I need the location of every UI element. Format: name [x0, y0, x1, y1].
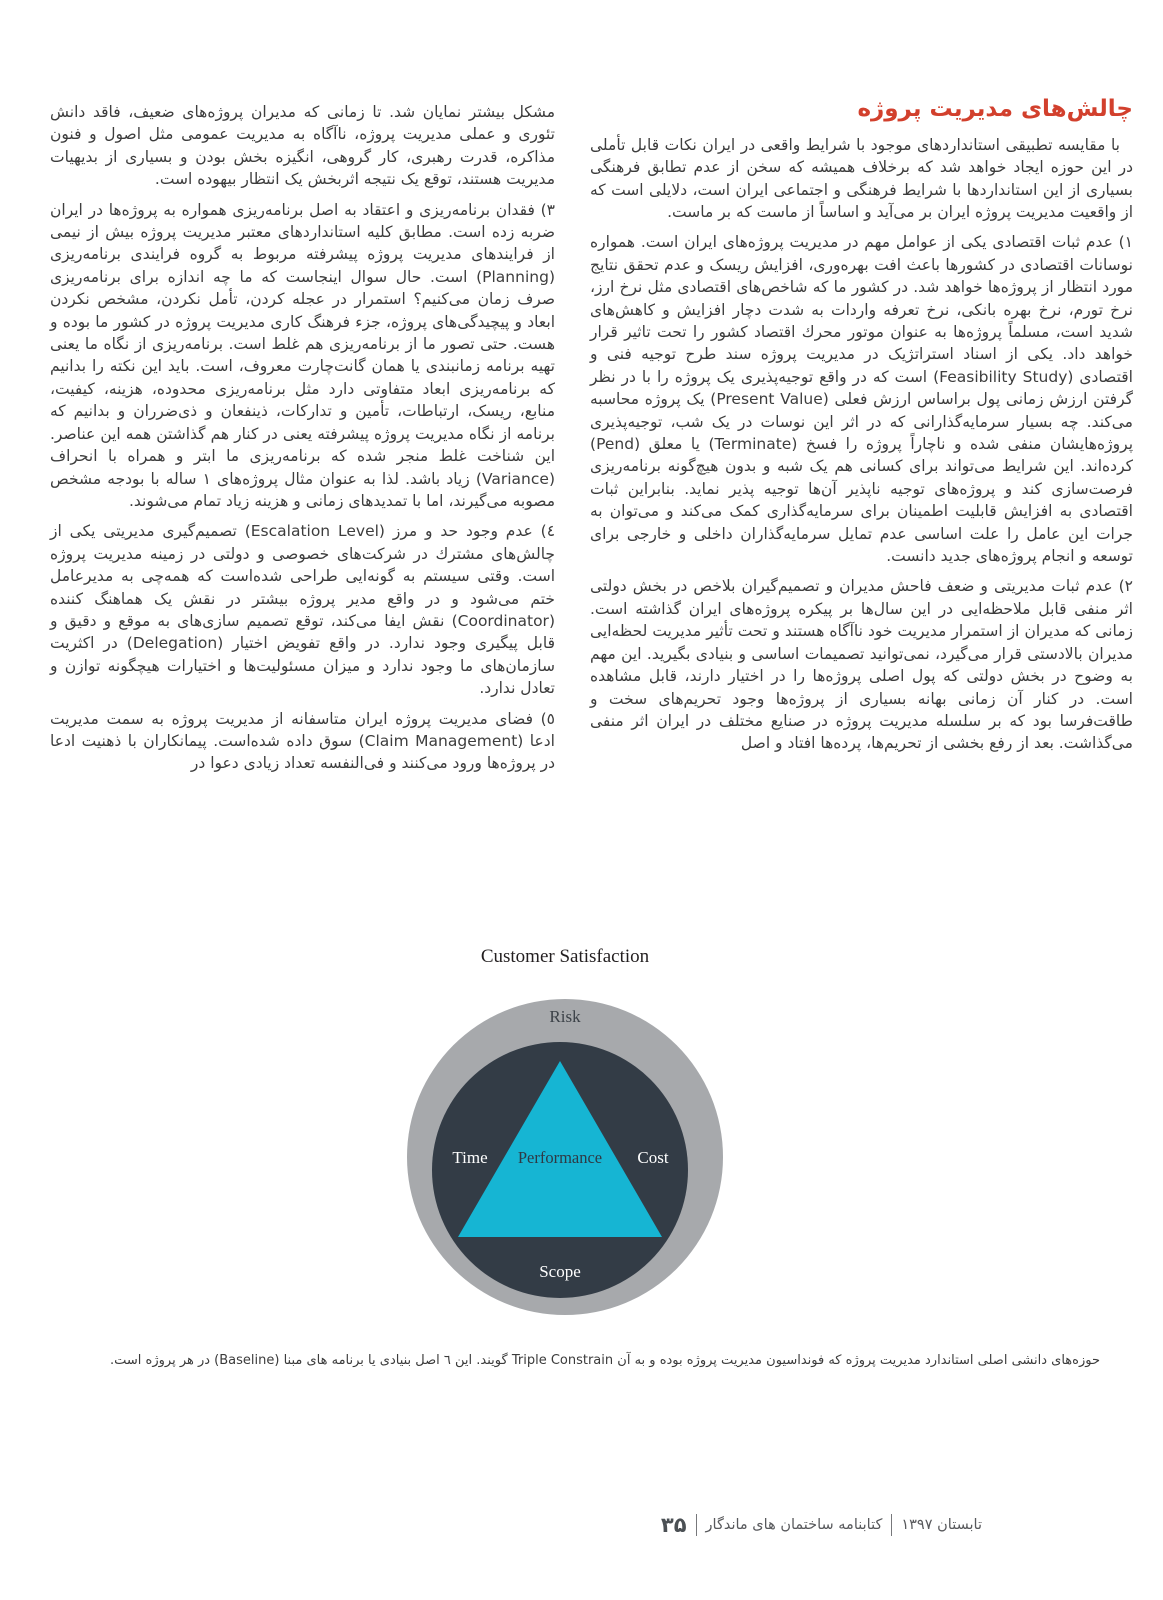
issue-season: تابستان ۱۳۹۷: [901, 1516, 982, 1533]
footer-divider: [696, 1514, 697, 1536]
performance-label: Performance: [517, 1148, 603, 1167]
article-column-secondary: [50, 101, 555, 783]
challenge-paragraph-2: ۲) عدم ثبات مدیریتی و ضعف فاحش مدیران و تصمیم‌گیران بلاخص در بخش دولتی اثر منفی قابل ملاحظه‌ایی در این سال‌ها بر پیکره پروژه‌های ایران گذاشته است. زمانی که مدیران از استمرار مدیریت خود ناآگاه هستند و تحت تأثیر مدیریت لحظه‌ایی مدیران بالادستی قرار می‌گیرد، نمی‌توانید تصمیمات اساسی و بنیادی بگیرید. این مهم به وضوح در بخش دولتی که پول اصلی پروژه‌ها را در اختیار دارند، قابل مشاهده است. در کنار آن زمانی بهانه بسیاری از پروژه‌ها وجود تحریم‌های سخت و طاقت‌فرسا بود که بر سلسله مدیریت پروژه در صنایع مختلف در ایران اثر منفی می‌گذاشت. بعد از رفع بخشی از تحریم‌ها، پرده‌ها افتاد و اصل: [590, 577, 1133, 753]
challenge-paragraph-1: ۱) عدم ثبات اقتصادی یکی از عوامل مهم در مدیریت پروژه‌های ایران است. همواره نوسانات اقتصادی در کشورها باعث افت بهره‌وری، افزایش ریسک و عدم تحقق نتایج مورد انتظار از پروژه‌ها خواهد شد. در کشور ما که شاخص‌های اقتصادی مثل نرخ ارز، نرخ تورم، نرخ بهره بانکی، نرخ تعرفه واردات به شدت دچار افزایش و کاهش‌های شدید است، مسلماً پروژه‌ها به عنوان موتور محرك اقتصاد کشور را تحت تاثیر قرار خواهد داد. یکی از اسناد استراتژیک در مدیریت پروژه سند طرح توجیه فنی و اقتصادی (Feasibility Study) است که در واقع توجیه‌پذیری یک پروژه را با در نظر گرفتن ارزش زمانی پول براساس ارزش فعلی (Present Value) یک پروژه محاسبه می‌کند. چه بسیار سرمایه‌گذارانی که در اثر این نوسات در یک شب، توجیه‌پذیری پروژه‌هایشان منفی شده و ناچاراً پروژه را فسخ (Terminate) یا معلق (Pend) کرده‌اند. این شرایط می‌تواند برای کسانی هم یک شبه و بدون هیچ‌گونه برنامه‌ریزی فرصت‌سازی کند و پروژه‌های توجیه ناپذیر آن‌ها توجیه پذیر نماید. بنابراین ثبات اقتصادی به افزایش قابلیت اطمینان برای سرمایه‌گذاری کمک می‌کند و می‌توان به جرات این عامل را علت اساسی عدم تمایل سرمایه‌گذاران داخلی و خارجی برای توسعه و انجام پروژه‌های جدید دانست.: [590, 233, 1134, 566]
diagram-title: Customer Satisfaction: [480, 946, 650, 967]
page-footer: [661, 1514, 982, 1536]
challenge-paragraph-5: ٥) فضای مدیریت پروژه ایران متاسفانه از مدیریت پروژه به سمت مدیریت ادعا (Claim Management) سوق داده شده‌است. پیمانکاران با ذهنیت ادعا در پروژه‌ها ورود می‌کنند و فی‌النفسه تعداد زیادی دعوا در: [50, 709, 555, 773]
diagram-caption: حوزه‌های دانشی اصلی استاندارد مدیریت پروژه که فونداسیون مدیریت پروژه بوده و به آن Triple Constrain گویند. این ٦ اصل بنیادی یا برنامه های مبنا (Baseline) در هر پروژه است.: [110, 1353, 1100, 1368]
challenge-paragraph-3: ۳) فقدان برنامه‌ریزی و اعتقاد به اصل برنامه‌ریزی همواره به پروژه‌ها در ایران ضربه زده است. مطابق کلیه استانداردهای معتبر مدیریت پروژه بیش از نیمی از فرایندهای مدیریت پروژه پیشرفته مربوط به گروه فرایندی برنامه‌ریزی (Planning) است. حال سوال اینجاست که ما چه اندازه برای برنامه‌ریزی صرف زمان می‌کنیم؟ استمرار در عجله کردن، تأمل نکردن، مشخص نکردن ابعاد و پیچیدگی‌های پروژه، جزء فرهنگ کاری مدیریت پروژه در کشور ما بوده و هست. حتی تصور ما از برنامه‌ریزی هم غلط است. برنامه‌ریزی از نگاه ما یعنی تهیه برنامه زمانبندی یا همان گانت‌چارت معروف، است. باید این نکته را بدانیم که برنامه‌ریزی ابعاد متفاوتی دارد مثل برنامه‌ریزی محدوده، هزینه، کیفیت، منابع، ریسک، ارتباطات، تأمین و تدارکات، ذینفعان و ذی‌ضرران و بدانیم که برنامه از نگاه مدیریت پروژه پیشرفته یعنی در کنار هم گذاشتن همه این عناصر. این شناخت غلط منجر شده که برنامه‌ریزی ما ابتر و همراه با انحراف (Variance) زیاد باشد. لذا به عنوان مثال پروژه‌های ۱ ساله با بودجه مشخص مصوبه می‌گیرند، اما با تمدیدهای زمانی و هزینه زیاد تمام می‌شوند.: [50, 200, 555, 510]
scope-label: Scope: [539, 1262, 581, 1281]
continuation-paragraph: مشکل بیشتر نمایان شد. تا زمانی که مدیران پروژه‌های ضعیف، فاقد دانش تئوری و عملی مدیریت پروژه، ناآگاه به مدیریت عمومی مثل اصول و فنون مذاکره، قدرت رهبری، کار گروهی، انگیزه بخش بودن و بسیاری از بدیهیات مدیریت هستند، توقع یک نتیجه اثربخش یک انتظار بیهوده است.: [50, 103, 555, 189]
time-label: Time: [452, 1148, 488, 1167]
page-number: ۳۵: [660, 1512, 687, 1537]
risk-label: Risk: [549, 1007, 581, 1026]
triple-constraint-diagram: [370, 935, 760, 1330]
intro-paragraph: با مقایسه تطبیقی استانداردهای موجود با شرایط واقعی در ایران نکات قابل تأملی در این حوزه ایجاد خواهد شد که برخلاف همیشه که سخن از عدم تطابق فرهنگی بسیاری از این استانداردها با شرایط فرهنگی و اجتماعی ایران است، دلایلی است که از واقعیت مدیریت پروژه ایران بر می‌آید و اساساً از ماست که بر ماست.: [590, 135, 1133, 221]
footer-divider: [891, 1514, 892, 1536]
article-column-primary: [590, 95, 1133, 763]
magazine-title: کتابنامه ساختمان های ماندگار: [705, 1516, 883, 1533]
challenge-paragraph-4: ٤) عدم وجود حد و مرز (Escalation Level) تصمیم‌گیری مدیریتی یکی از چالش‌های مشترك در شرکت‌های خصوصی و دولتی در زمینه مدیریت پروژه است. وقتی سیستم به گونه‌ایی طراحی شده‌است که همه‌چی به مدیرعامل ختم می‌شود و در واقع مدیر پروژه بیشتر در نقش یک هماهنگ کننده (Coordinator) نقش ایفا می‌کند، توقع تصمیم سازی‌های به موقع و دقیق و قابل پیگیری وجود ندارد. در واقع تفویض اختیار (Delegation) در اکثریت سازمان‌های ما وجود ندارد و میزان مسئولیت‌ها و اختیارات هیچگونه توازن و تعادل ندارد.: [50, 522, 556, 698]
article-title: چالش‌های مدیریت پروژه: [857, 96, 1133, 122]
cost-label: Cost: [637, 1148, 669, 1167]
